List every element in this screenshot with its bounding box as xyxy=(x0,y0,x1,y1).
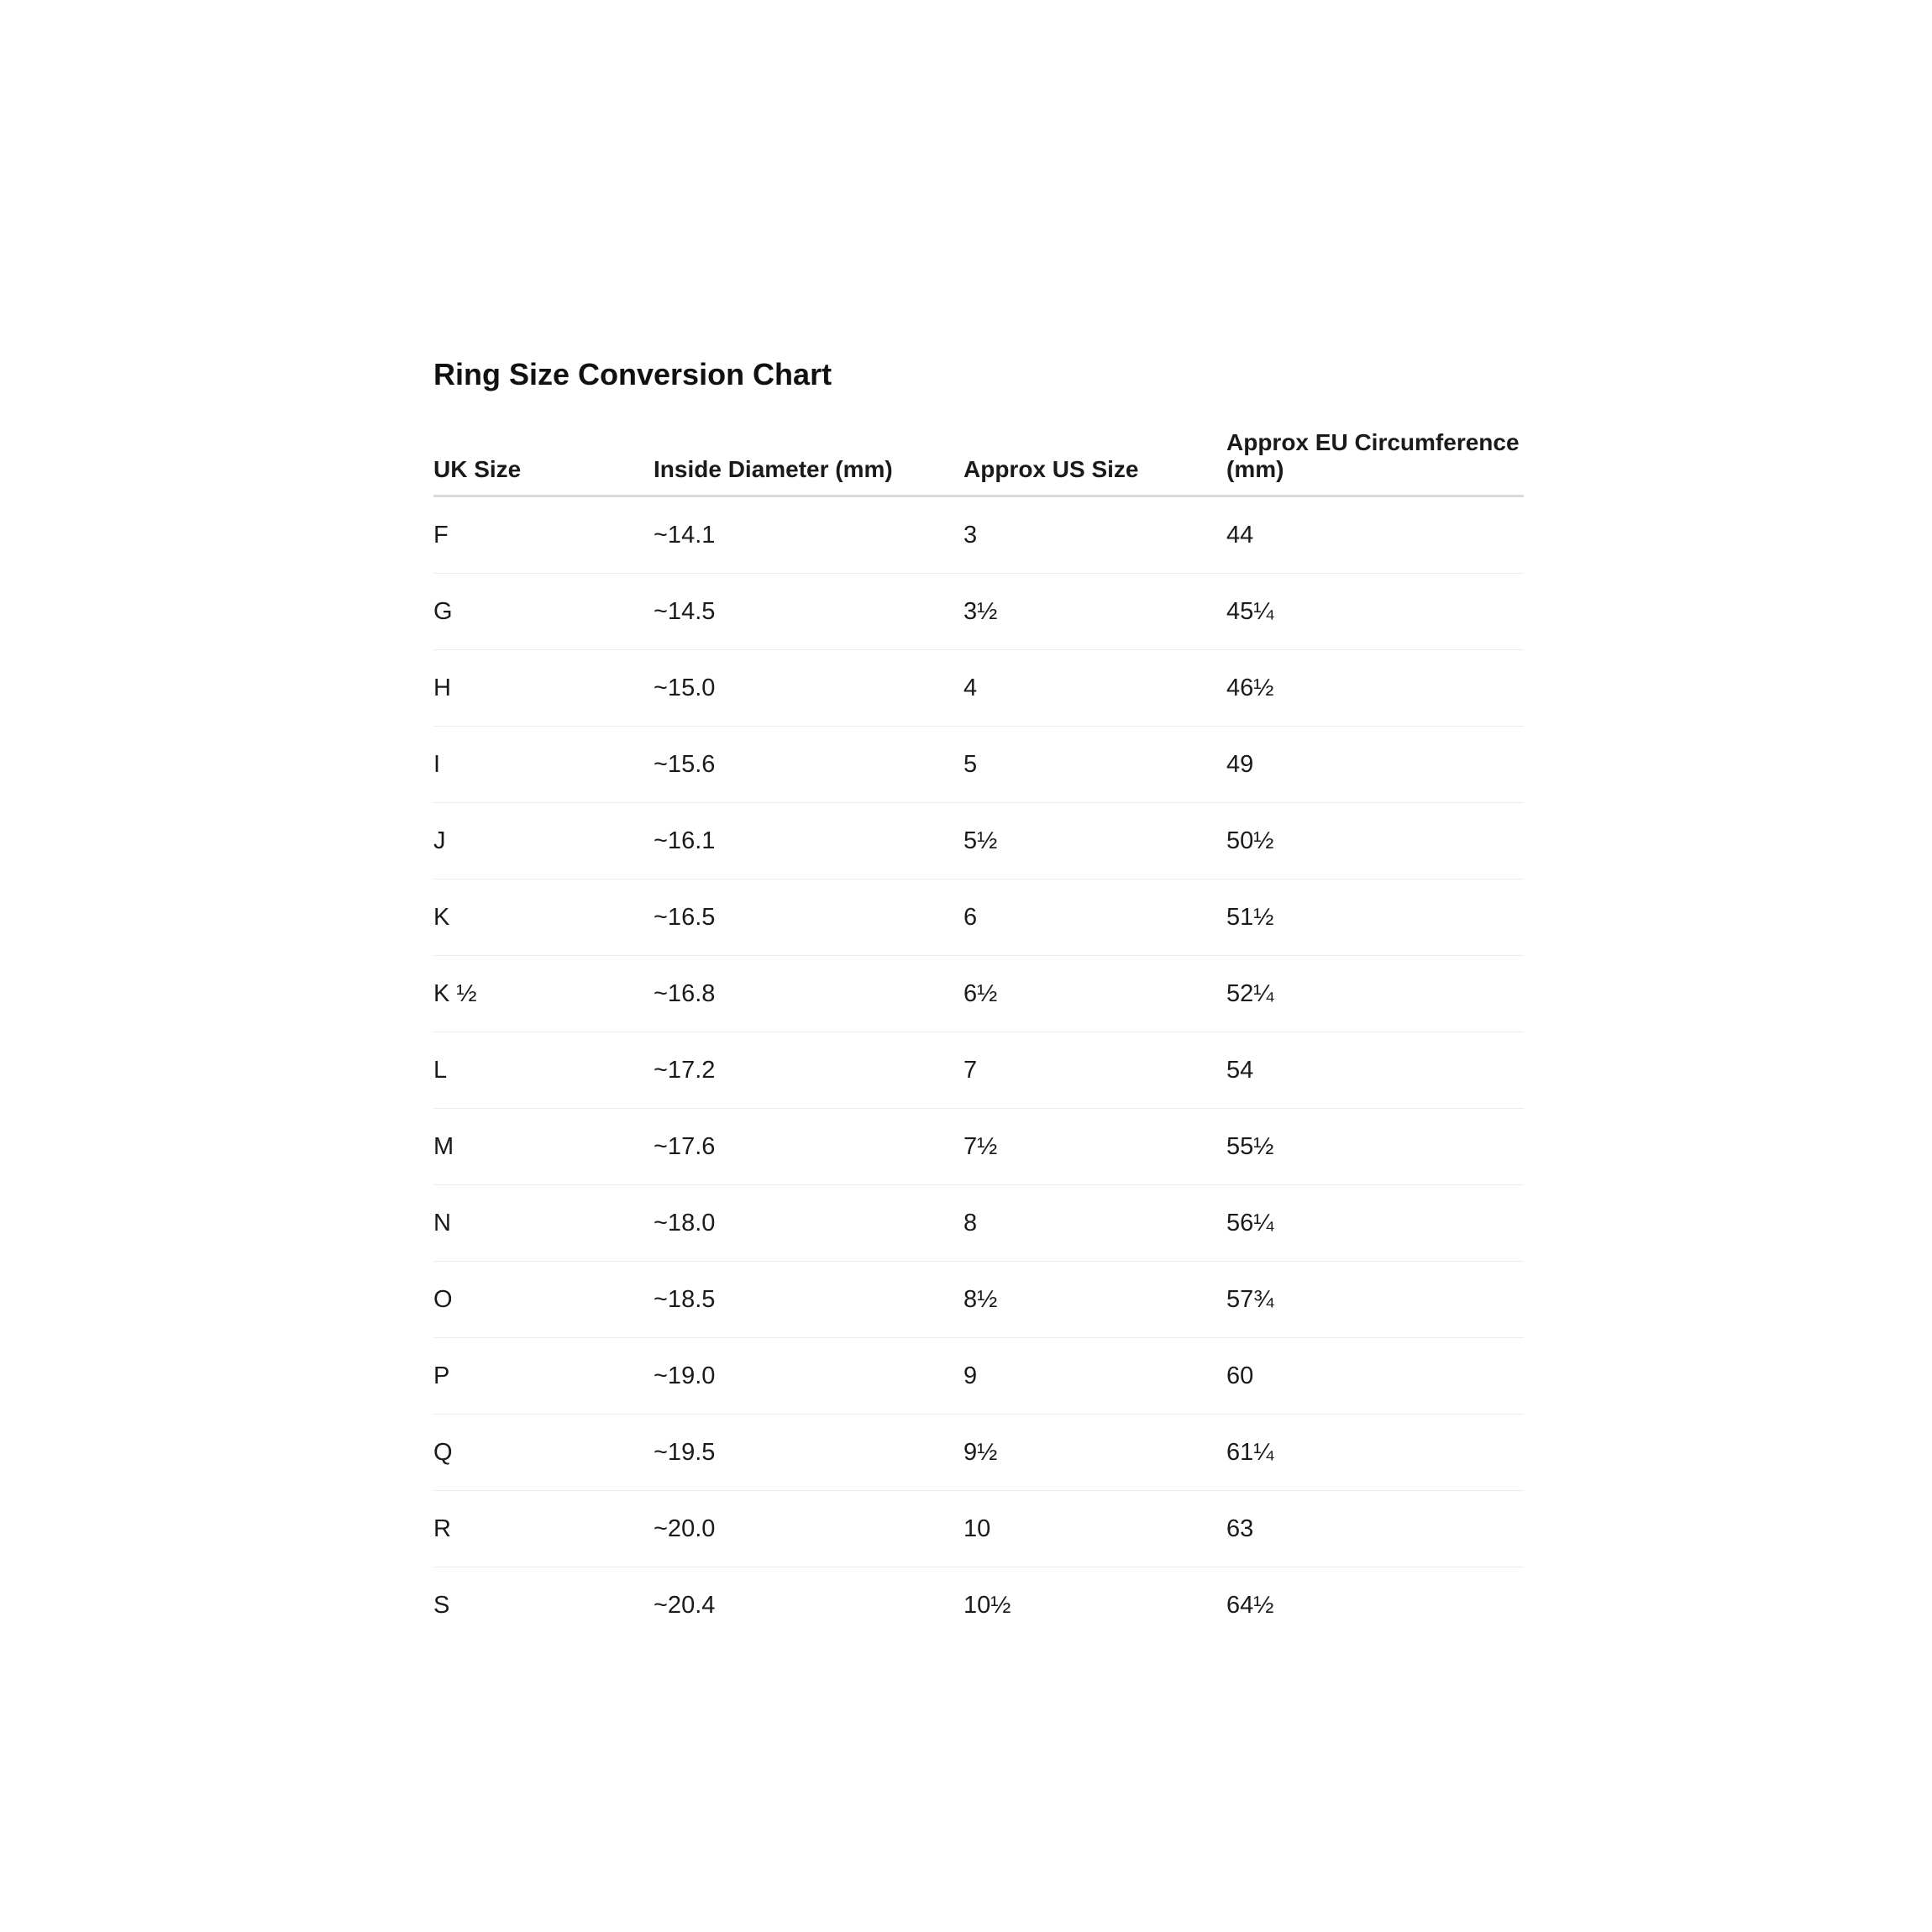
uk-size-cell: J xyxy=(433,803,654,879)
inside-diameter-cell: ~18.0 xyxy=(654,1185,963,1262)
us-size-cell: 3 xyxy=(963,496,1226,574)
inside-diameter-cell: ~17.6 xyxy=(654,1109,963,1185)
table-row xyxy=(433,1491,1524,1567)
inside-diameter-cell: ~14.1 xyxy=(654,496,963,574)
eu-circumference-cell: 57¾ xyxy=(1226,1262,1524,1338)
conversion-table xyxy=(433,429,1524,1643)
inside-diameter-cell: ~15.6 xyxy=(654,727,963,803)
uk-size-cell: G xyxy=(433,574,654,650)
inside-diameter-cell: ~16.8 xyxy=(654,956,963,1032)
uk-size-cell: O xyxy=(433,1262,654,1338)
table-row xyxy=(433,1338,1524,1415)
column-header-us-size: Approx US Size xyxy=(963,429,1226,496)
table-row xyxy=(433,1567,1524,1644)
us-size-cell: 9½ xyxy=(963,1415,1226,1491)
uk-size-cell: S xyxy=(433,1592,450,1619)
us-size-cell: 10 xyxy=(963,1491,1226,1567)
uk-size-cell: K ½ xyxy=(433,956,654,1032)
eu-circumference-cell: 45¼ xyxy=(1226,574,1524,650)
inside-diameter-cell: ~20.4 xyxy=(654,1592,716,1619)
table-row xyxy=(433,496,1524,574)
column-header-inside-diameter: Inside Diameter (mm) xyxy=(654,429,963,496)
ring-size-chart xyxy=(433,351,1524,1643)
column-header-uk-size: UK Size xyxy=(433,429,654,496)
eu-circumference-cell: 44 xyxy=(1226,496,1524,574)
table-row xyxy=(433,1109,1524,1185)
inside-diameter-cell: ~16.5 xyxy=(654,879,963,956)
us-size-cell: 4 xyxy=(963,650,1226,727)
uk-size-cell: M xyxy=(433,1109,654,1185)
table-row xyxy=(433,1032,1524,1109)
inside-diameter-cell: ~19.0 xyxy=(654,1338,963,1415)
eu-circumference-cell: 60 xyxy=(1226,1338,1524,1415)
table-row xyxy=(433,574,1524,650)
uk-size-cell: K xyxy=(433,879,654,956)
eu-circumference-cell: 54 xyxy=(1226,1032,1524,1109)
table-row xyxy=(433,1415,1524,1491)
eu-circumference-cell: 46½ xyxy=(1226,650,1524,727)
us-size-cell: 9 xyxy=(963,1338,1226,1415)
inside-diameter-cell: ~16.1 xyxy=(654,803,963,879)
us-size-cell: 6½ xyxy=(963,956,1226,1032)
eu-circumference-cell: 56¼ xyxy=(1226,1185,1524,1262)
uk-size-cell: N xyxy=(433,1185,654,1262)
us-size-cell: 7 xyxy=(963,1032,1226,1109)
table-body xyxy=(433,496,1524,1644)
us-size-cell: 8 xyxy=(963,1185,1226,1262)
table-header xyxy=(433,429,1524,496)
uk-size-cell: L xyxy=(433,1032,654,1109)
uk-size-cell: R xyxy=(433,1491,654,1567)
inside-diameter-cell: ~14.5 xyxy=(654,574,963,650)
eu-circumference-cell: 64½ xyxy=(1226,1592,1274,1619)
us-size-cell: 5½ xyxy=(963,803,1226,879)
page-title: Ring Size Conversion Chart xyxy=(433,357,832,391)
eu-circumference-cell: 50½ xyxy=(1226,803,1524,879)
uk-size-cell: H xyxy=(433,650,654,727)
inside-diameter-cell: ~17.2 xyxy=(654,1032,963,1109)
column-header-eu-circumference: Approx EU Circumference (mm) xyxy=(1226,429,1524,496)
header-row xyxy=(433,429,1524,496)
uk-size-cell: P xyxy=(433,1338,654,1415)
uk-size-cell: I xyxy=(433,727,654,803)
us-size-cell: 6 xyxy=(963,879,1226,956)
inside-diameter-cell: ~15.0 xyxy=(654,650,963,727)
uk-size-cell: Q xyxy=(433,1415,654,1491)
table-row xyxy=(433,956,1524,1032)
table-row xyxy=(433,1185,1524,1262)
table-row xyxy=(433,879,1524,956)
inside-diameter-cell: ~19.5 xyxy=(654,1415,963,1491)
inside-diameter-cell: ~18.5 xyxy=(654,1262,963,1338)
table-row xyxy=(433,803,1524,879)
inside-diameter-cell: ~20.0 xyxy=(654,1491,963,1567)
us-size-cell: 7½ xyxy=(963,1109,1226,1185)
us-size-cell: 10½ xyxy=(963,1592,1011,1619)
eu-circumference-cell: 55½ xyxy=(1226,1109,1524,1185)
us-size-cell: 8½ xyxy=(963,1262,1226,1338)
table-row xyxy=(433,1262,1524,1338)
eu-circumference-cell: 63 xyxy=(1226,1491,1524,1567)
us-size-cell: 3½ xyxy=(963,574,1226,650)
eu-circumference-cell: 61¼ xyxy=(1226,1415,1524,1491)
us-size-cell: 5 xyxy=(963,727,1226,803)
table-row xyxy=(433,727,1524,803)
table-row xyxy=(433,650,1524,727)
eu-circumference-cell: 49 xyxy=(1226,727,1524,803)
eu-circumference-cell: 51½ xyxy=(1226,879,1524,956)
eu-circumference-cell: 52¼ xyxy=(1226,956,1524,1032)
uk-size-cell: F xyxy=(433,496,654,574)
